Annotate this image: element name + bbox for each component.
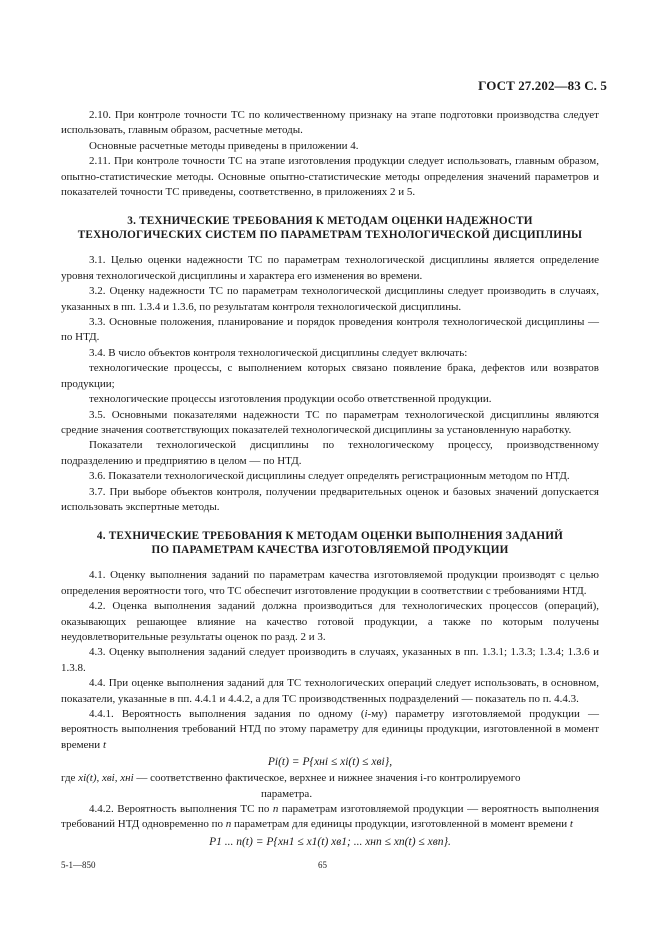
where-vars: xi(t), xвi, xнi: [78, 772, 134, 785]
paragraph-3-2: 3.2. Оценку надежности ТС по параметрам технологической дисциплины следует производить в случаях, указанных в пп. 1.3.4 и 1.3.6, по результатам контроля технологической дисциплины.: [61, 285, 599, 313]
p442-text-b: параметрам изготовляемой продукции — вероятность выполнения требований НТД одновременно по: [61, 803, 600, 831]
paragraph-4-1: 4.1. Оценку выполнения заданий по параметрам качества изготовляемой продукции производят с целью определения вероятности того, что ТС обеспечит изготовление продукции в соответствии с требованиями НТД.: [61, 569, 599, 597]
formula-where-continuation: параметра.: [261, 787, 313, 800]
paragraph-3-5-note: Показатели технологической дисциплины по технологическому процессу, производственному подразделению и предприятию в целом — по НТД.: [61, 439, 599, 467]
where-text: — соответственно фактическое, верхнее и нижнее значения i-го контролируемого: [133, 772, 521, 785]
section-4-heading-line1: 4. ТЕХНИЧЕСКИЕ ТРЕБОВАНИЯ К МЕТОДАМ ОЦЕНКИ ВЫПОЛНЕНИЯ ЗАДАНИЙ: [96, 530, 564, 543]
paragraph-3-4-item1: технологические процессы, с выполнением которых связано появление брака, дефектов или возвратов продукции;: [61, 362, 599, 390]
p441-text-b: -му) параметру изготовляемой продукции — вероятность выполнения требований НТД по этому параметру для единицы продукции, изготовленной в момент времени: [61, 708, 599, 751]
paragraph-4-4-1: [61, 707, 599, 753]
section-4-heading: [61, 529, 599, 557]
p442-text-a: 4.4.2. Вероятность выполнения ТС по: [89, 803, 273, 816]
paragraph-3-7: 3.7. При выборе объектов контроля, получении предварительных оценок и базовых значений допускается использовать экспертные методы.: [61, 485, 599, 513]
paragraph-2-11: 2.11. При контроле точности ТС на этапе изготовления продукции следует использовать, главным образом, опытно-статистические методы. Основные опытно-статистические методы определения значений параметров и показателей точности ТС приведены, соответственно, в приложениях 2 и 5.: [61, 155, 599, 199]
page-header: ГОСТ 27.202—83 С. 5: [478, 78, 607, 93]
paragraph-3-3: 3.3. Основные положения, планирование и порядок проведения контроля технологической дисциплины — по НТД.: [61, 316, 599, 344]
footer-print-code: 5-1—850: [61, 860, 96, 870]
p442-text-c: параметрам для единицы продукции, изготовленной в момент времени: [231, 818, 570, 831]
p441-text-a: 4.4.1. Вероятность выполнения задания по одному (: [89, 708, 365, 720]
section-3-heading: [61, 214, 599, 242]
p442-var-n2: n: [225, 818, 232, 831]
p442-var-t: t: [569, 818, 573, 831]
section-3-heading-line2: ТЕХНОЛОГИЧЕСКИХ СИСТЕМ ПО ПАРАМЕТРАМ ТЕХНОЛОГИЧЕСКОЙ ДИСЦИПЛИНЫ: [77, 229, 583, 242]
formula-probability-single: Pi(t) = P{xнi ≤ xi(t) ≤ xвi},: [267, 756, 393, 769]
section-4-heading-line2: ПО ПАРАМЕТРАМ КАЧЕСТВА ИЗГОТОВЛЯЕМОЙ ПРОДУКЦИИ: [151, 544, 509, 557]
p441-var-t: t: [102, 738, 107, 751]
paragraph-4-4: 4.4. При оценке выполнения заданий для ТС технологических операций следует использовать, в основном, показатели, указанные в пп. 4.4.1 и 4.4.2, а для ТС производственных подразделений — показатель по п. 4.4.3.: [61, 677, 599, 705]
paragraph-3-4-item2: технологические процессы изготовления продукции особо ответственной продукции.: [89, 393, 492, 406]
paragraph-4-3: 4.3. Оценку выполнения заданий следует производить в случаях, указанных в пп. 1.3.1; 1.3.3; 1.3.4; 1.3.6 и 1.3.8.: [61, 646, 599, 674]
paragraph-3-1: 3.1. Целью оценки надежности ТС по параметрам технологической дисциплины является определение уровня технологической дисциплины и характера его изменения во времени.: [61, 254, 599, 282]
paragraph-3-4: 3.4. В число объектов контроля технологической дисциплины следует включать:: [89, 346, 468, 359]
paragraph-4-4-2: [61, 802, 599, 833]
paragraph-4-2: 4.2. Оценка выполнения заданий должна производиться для технологических процессов (операций), оказывающих решающее влияние на качество готовой продукции, а также по которым получены неудовлетворительные результаты оценок по разд. 2 и 3.: [61, 600, 599, 643]
paragraph-2-10-note: Основные расчетные методы приведены в приложении 4.: [89, 139, 359, 152]
paragraph-3-5: 3.5. Основными показателями надежности ТС по параметрам технологической дисциплины являются средние значения соответствующих показателей технологической дисциплины за установленную наработку.: [61, 408, 599, 436]
document-body: [61, 108, 599, 851]
paragraph-3-6: 3.6. Показатели технологической дисциплины следует определять регистрационным методом по НТД.: [89, 470, 570, 483]
formula-where-clause: [61, 771, 599, 786]
section-3-heading-line1: 3. ТЕХНИЧЕСКИЕ ТРЕБОВАНИЯ К МЕТОДАМ ОЦЕНКИ НАДЕЖНОСТИ: [127, 215, 533, 228]
where-prefix: где: [61, 772, 79, 785]
formula-probability-multiple: P1 ... n(t) = P{xн1 ≤ x1(t) xв1; ... xнn ≤ xn(t) ≤ xвn}.: [209, 835, 451, 848]
p442-var-n1: n: [272, 803, 279, 816]
p441-var-i: i: [364, 708, 368, 720]
paragraph-2-10: 2.10. При контроле точности ТС по количественному признаку на этапе подготовки производства следует использовать, главным образом, расчетные методы.: [61, 109, 599, 137]
footer-page-number: 65: [318, 860, 327, 870]
